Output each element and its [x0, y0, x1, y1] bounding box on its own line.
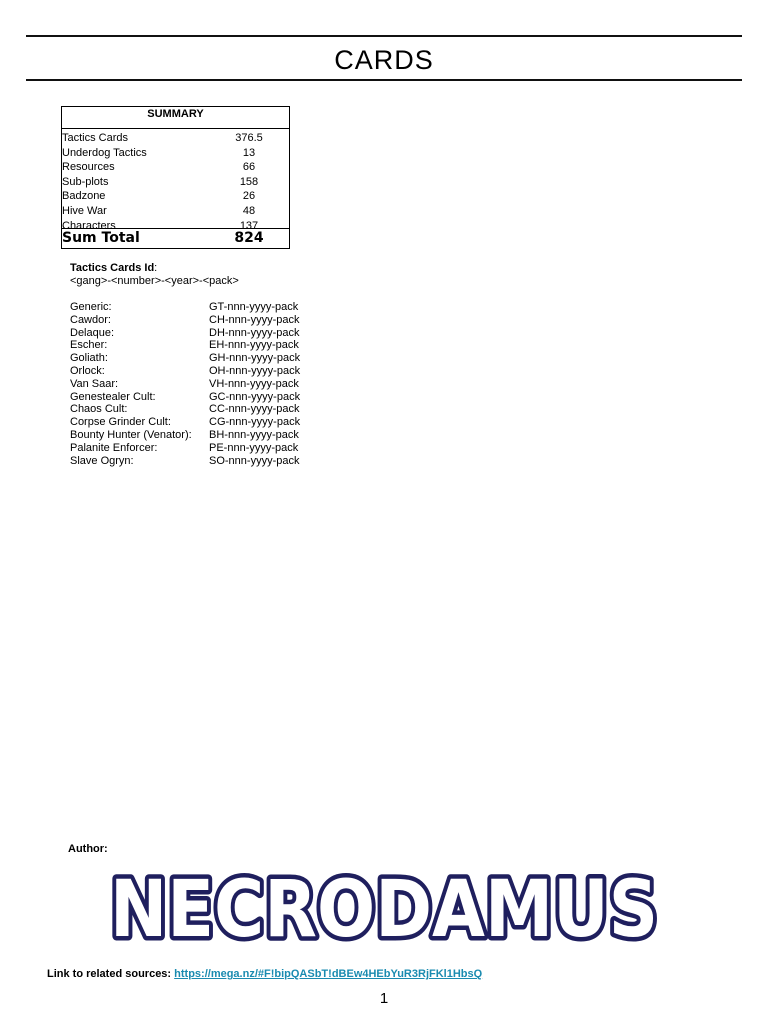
summary-row-value: 48	[242, 204, 256, 217]
summary-row	[62, 131, 289, 146]
gang-code-list	[70, 301, 300, 467]
page-title: CARDS	[334, 45, 434, 75]
gang-id-pattern: EH-nnn-yyyy-pack	[209, 339, 299, 352]
gang-id-pattern: PE-nnn-yyyy-pack	[209, 441, 299, 454]
summary-row	[62, 204, 289, 219]
summary-row	[62, 146, 289, 161]
gang-code-row	[70, 442, 300, 455]
gang-name: Corpse Grinder Cult:	[70, 416, 171, 429]
summary-row-label: Underdog Tactics	[62, 146, 147, 159]
gang-name: Escher:	[70, 339, 108, 352]
gang-code-row	[70, 352, 300, 365]
gang-id-pattern: VH-nnn-yyyy-pack	[209, 377, 299, 390]
gang-id-pattern: BH-nnn-yyyy-pack	[209, 428, 299, 441]
gang-id-pattern: OH-nnn-yyyy-pack	[209, 364, 301, 377]
gang-name: Palanite Enforcer:	[70, 441, 158, 454]
summary-row-value: 26	[242, 190, 256, 203]
gang-id-pattern: SO-nnn-yyyy-pack	[209, 454, 300, 467]
summary-row	[62, 160, 289, 175]
logo-outline: NECRODAMUS	[110, 870, 658, 946]
gang-id-pattern: GC-nnn-yyyy-pack	[209, 390, 301, 403]
summary-total-value: 824	[234, 230, 264, 246]
summary-row	[62, 189, 289, 204]
tactics-id-title-colon: :	[154, 262, 158, 274]
summary-row-label: Characters	[62, 219, 116, 232]
gang-name: Goliath:	[70, 352, 108, 365]
gang-id-pattern: CH-nnn-yyyy-pack	[209, 313, 300, 326]
gang-name: Generic:	[70, 301, 112, 313]
tactics-id-title-text: Tactics Cards Id	[70, 262, 155, 274]
tactics-id-section	[70, 262, 300, 467]
summary-heading: SUMMARY	[62, 107, 289, 129]
gang-id-pattern: GH-nnn-yyyy-pack	[209, 352, 301, 365]
summary-row-label: Resources	[62, 161, 115, 174]
tactics-id-format: <gang>-<number>-<year>-<pack>	[70, 275, 239, 287]
summary-row	[62, 175, 289, 190]
gang-name: Delaque:	[70, 326, 115, 339]
summary-row-value: 137	[239, 219, 259, 232]
gang-code-row	[70, 339, 300, 352]
summary-row-value: 13	[242, 146, 256, 159]
gang-code-row	[70, 391, 300, 404]
logo-fill: NECRODAMUS	[110, 870, 658, 946]
related-sources-label: Link to related sources:	[47, 968, 172, 980]
gang-id-pattern: DH-nnn-yyyy-pack	[209, 326, 300, 339]
summary-total-label: Sum Total	[62, 230, 140, 246]
gang-code-row	[70, 455, 300, 468]
summary-row-label: Sub-plots	[62, 175, 109, 188]
gang-name: Chaos Cult:	[70, 403, 128, 416]
gang-code-row	[70, 429, 300, 442]
gang-code-row	[70, 416, 300, 429]
summary-row-value: 66	[242, 161, 256, 174]
top-rule	[26, 35, 742, 37]
summary-total-row	[62, 228, 289, 248]
gang-name: Orlock:	[70, 364, 105, 377]
related-sources-line	[47, 968, 482, 980]
gang-code-row	[70, 327, 300, 340]
gang-code-row	[70, 314, 300, 327]
summary-row-value: 158	[239, 175, 259, 188]
summary-row-value: 376.5	[235, 132, 263, 144]
gang-name: Slave Ogryn:	[70, 454, 134, 467]
summary-table	[61, 106, 290, 249]
gang-name: Bounty Hunter (Venator):	[70, 428, 192, 441]
title-rule	[26, 79, 742, 81]
related-sources-link[interactable]: https://mega.nz/#F!bipQASbT!dBEw4HEbYuR3RjFKl1HbsQ	[174, 968, 483, 980]
gang-id-pattern: CG-nnn-yyyy-pack	[209, 416, 301, 429]
gang-name: Cawdor:	[70, 313, 111, 326]
tactics-id-title	[70, 262, 300, 275]
gang-name: Van Saar:	[70, 377, 119, 390]
gang-code-row	[70, 365, 300, 378]
gang-id-pattern: CC-nnn-yyyy-pack	[209, 403, 300, 416]
summary-rows	[62, 129, 289, 233]
summary-row-label: Tactics Cards	[62, 132, 129, 144]
gang-id-pattern: GT-nnn-yyyy-pack	[209, 301, 299, 313]
necrodamus-logo	[106, 870, 662, 946]
gang-code-row	[70, 403, 300, 416]
gang-name: Genestealer Cult:	[70, 390, 156, 403]
summary-row-label: Badzone	[62, 190, 106, 203]
page-number: 1	[379, 990, 389, 1007]
gang-code-row	[70, 378, 300, 391]
summary-row-label: Hive War	[62, 204, 107, 217]
author-label: Author:	[68, 843, 108, 855]
gang-code-row	[70, 301, 300, 314]
